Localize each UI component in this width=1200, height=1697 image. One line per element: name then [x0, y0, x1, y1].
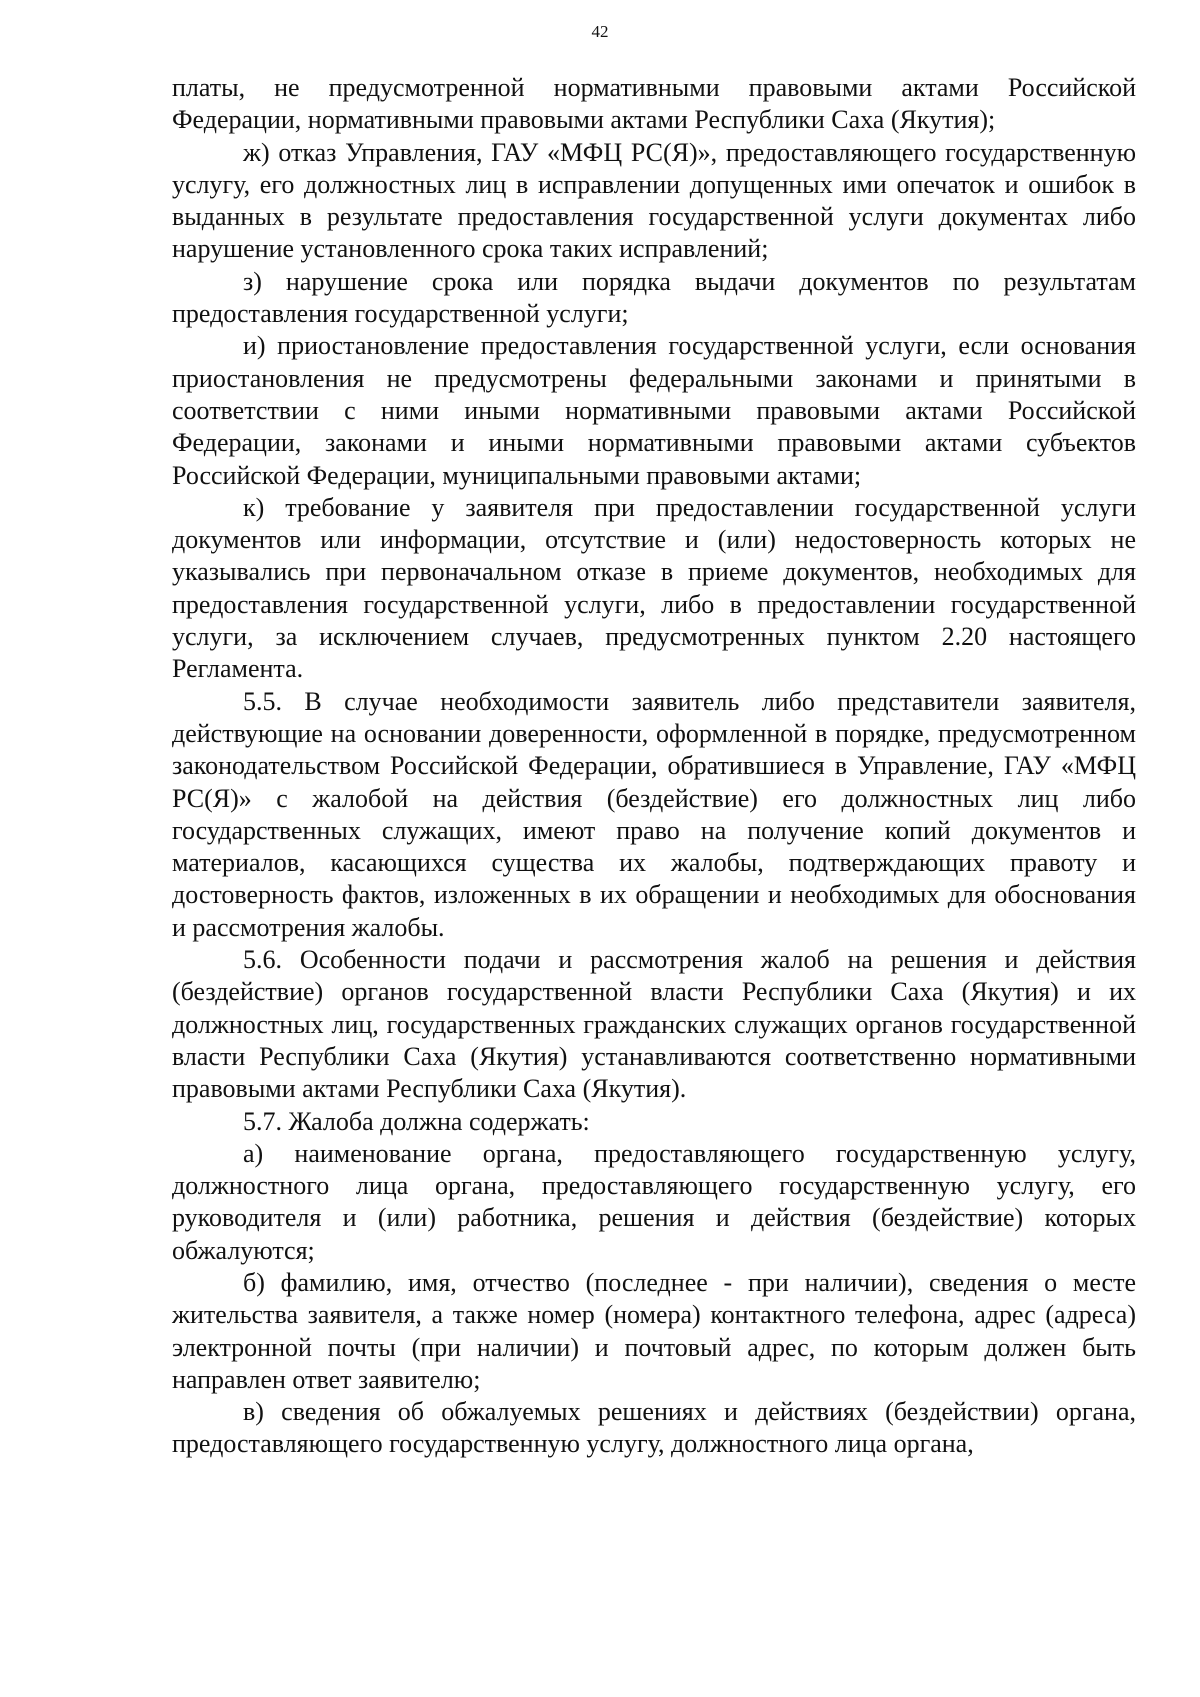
paragraph-item-i: и) приостановление предоставления государственной услуги, если основания приостановления не предусмотрены федеральными законами и принятыми в соответствии с ними иными нормативными правовыми актами Российской Федерации, законами и иными нормативными правовыми актами субъектов Российской Федерации, муниципальными правовыми актами; — [172, 331, 1136, 490]
paragraph-section-5-5: 5.5. В случае необходимости заявитель либо представители заявителя, действующие на основании доверенности, оформленной в порядке, предусмотренном законодательством Российской Федерации, обратившиеся в Управление, ГАУ «МФЦ РС(Я)» с жалобой на действия (бездействие) его должностных лиц либо государственных служащих, имеют право на получение копий документов и материалов, касающихся существа их жалобы, подтверждающих правоту и достоверность фактов, изложенных в их обращении и необходимых для обоснования и рассмотрения жалобы. — [172, 686, 1136, 942]
paragraph-continuation: платы, не предусмотренной нормативными правовыми актами Российской Федерации, нормативными правовыми актами Республики Саха (Якутия); — [172, 73, 1136, 135]
paragraph-section-5-6: 5.6. Особенности подачи и рассмотрения жалоб на решения и действия (бездействие) органов государственной власти Республики Саха (Якутия) и их должностных лиц, государственных гражданских служащих органов государственной власти Республики Саха (Якутия) устанавливаются соответственно нормативными правовыми актами Республики Саха (Якутия). — [172, 945, 1136, 1104]
paragraph-item-a: а) наименование органа, предоставляющего государственную услугу, должностного лица органа, предоставляющего государственную услугу, его руководителя и (или) работника, решения и действия (бездействие) которых обжалуются; — [172, 1138, 1136, 1265]
paragraph-item-zh: ж) отказ Управления, ГАУ «МФЦ РС(Я)», предоставляющего государственную услугу, его должностных лиц в исправлении допущенных ими опечаток и ошибок в выданных в результате предоставления государственной услуги документах либо нарушение установленного срока таких исправлений; — [172, 137, 1136, 264]
paragraph-item-k: к) требование у заявителя при предоставлении государственной услуги документов или информации, отсутствие и (или) недостоверность которых не указывались при первоначальном отказе в приеме документов, необходимых для предоставления государственной услуги, либо в предоставлении государственной услуги, за исключением случаев, предусмотренных пунктом 2.20 настоящего Регламента. — [172, 492, 1136, 684]
paragraph-section-5-7: 5.7. Жалоба должна содержать: — [243, 1106, 590, 1136]
paragraph-item-b: б) фамилию, имя, отчество (последнее - при наличии), сведения о месте жительства заявителя, а также номер (номера) контактного телефона, адрес (адреса) электронной почты (при наличии) и почтовый адрес, по которым должен быть направлен ответ заявителю; — [172, 1267, 1136, 1394]
paragraph-item-z: з) нарушение срока или порядка выдачи документов по результатам предоставления государственной услуги; — [172, 266, 1136, 329]
paragraph-item-v: в) сведения об обжалуемых решениях и действиях (бездействии) органа, предоставляющего государственную услугу, должностного лица органа, — [172, 1397, 1136, 1459]
document-body — [172, 72, 1136, 1461]
page-number: 42 — [591, 22, 609, 41]
